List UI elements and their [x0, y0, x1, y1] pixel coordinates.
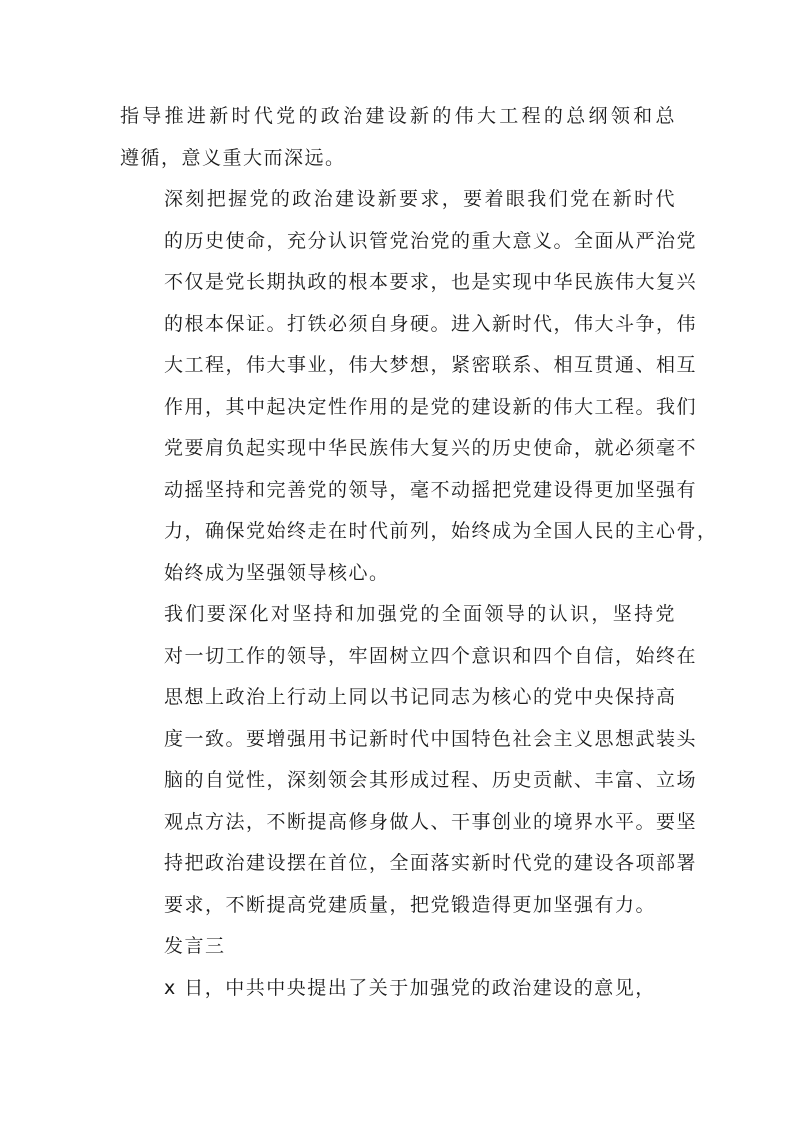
text-line: 动摇坚持和完善党的领导，毫不动摇把党建设得更加坚强有 [164, 478, 698, 501]
text-line: 思想上政治上行动上同以书记同志为核心的党中央保持高 [164, 686, 677, 708]
text-line: 持把政治建设摆在首位，全面落实新时代党的建设各项部署 [164, 852, 698, 874]
paragraph-2 [120, 179, 718, 594]
text-line: 始终成为坚强领导核心。 [164, 561, 390, 584]
text-line: 大工程，伟大事业，伟大梦想，紧密联系、相互贯通、相互 [164, 354, 698, 376]
text-line: 发言三 [164, 935, 226, 957]
text-line: 指导推进新时代党的政治建设新的伟大工程的总纲领和总 [120, 105, 676, 127]
text-line: 要求，不断提高党建质量，把党锻造得更加坚强有力。 [164, 893, 657, 916]
text-line: 党要肩负起实现中华民族伟大复兴的历史使命，就必须毫不 [164, 437, 698, 459]
text-line: 我们要深化对坚持和加强党的全面领导的认识，坚持党 [164, 603, 676, 625]
text-line: 作用，其中起决定性作用的是党的建设新的伟大工程。我们 [164, 395, 698, 418]
text-line: 脑的自觉性，深刻领会其形成过程、历史贡献、丰富、立场 [164, 769, 698, 791]
text-line: 对一切工作的领导，牢固树立四个意识和四个自信，始终在 [164, 644, 698, 667]
text-line: 不仅是党长期执政的根本要求，也是实现中华民族伟大复兴 [164, 271, 698, 293]
text-line: 观点方法，不断提高修身做人、干事创业的境界水平。要坚 [164, 810, 698, 833]
text-line: 深刻把握党的政治建设新要求，要着眼我们党在新时代 [164, 188, 676, 210]
paragraph-1 [120, 96, 676, 179]
paragraph-3 [120, 594, 698, 926]
document-body [120, 96, 718, 1009]
text-line: 力，确保党始终走在时代前列，始终成为全国人民的主心骨， [164, 520, 718, 542]
text-line: 的根本保证。打铁必须自身硬。进入新时代，伟大斗争，伟 [164, 312, 698, 335]
text-line: 遵循，意义重大而深远。 [120, 146, 346, 169]
paragraph-4 [120, 968, 676, 1010]
text-line: 的历史使命，充分认识管党治党的重大意义。全面从严治党 [164, 229, 698, 252]
text-line: 度一致。要增强用书记新时代中国特色社会主义思想武装头 [164, 727, 698, 750]
text-line: x 日，中共中央提出了关于加强党的政治建设的意见， [164, 976, 656, 999]
section-heading [120, 926, 676, 968]
